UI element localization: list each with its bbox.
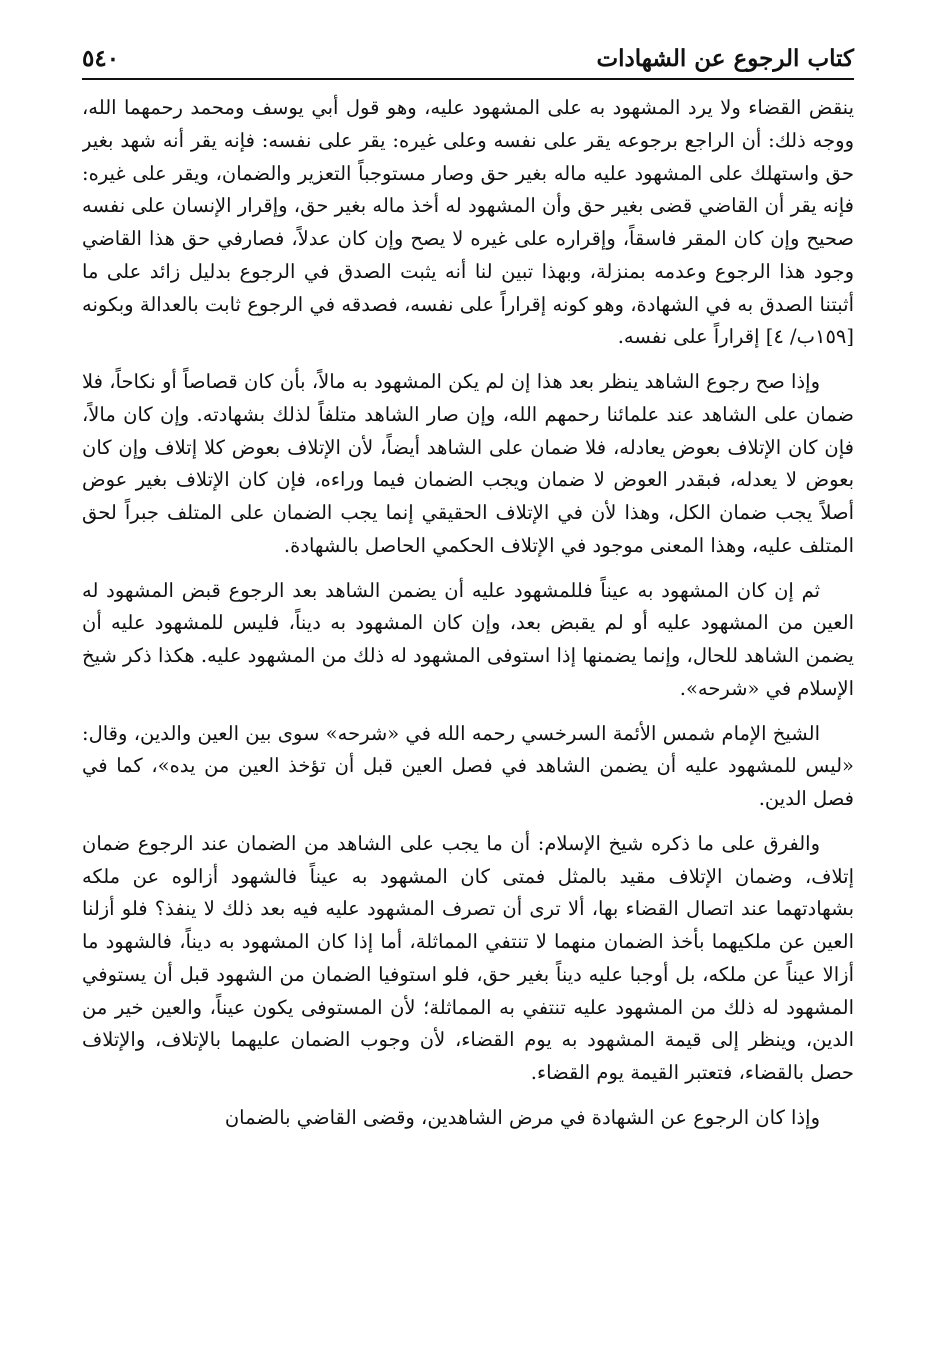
paragraph-2: وإذا صح رجوع الشاهد ينظر بعد هذا إن لم يكن المشهود به مالاً، بأن كان قصاصاً أو نكاحاً، فلا ضمان على الشاهد عند علمائنا رحمهم الله، وإن صار الشاهد متلفاً لذلك بشهادته. وإن كان مالاً، فإن كان الإتلاف بعوض يعادله، فلا ضمان على الشاهد أيضاً، لأن الإتلاف بعوض كلا إتلاف وإن كان بعوض لا يعدله، فبقدر العوض لا ضمان ويجب الضمان فيما وراءه، فإن كان الإتلاف بغير عوض أصلاً يجب ضمان الكل، وهذا لأن في الإتلاف الحقيقي إنما يجب الضمان على المتلف جبراً لحق المتلف عليه، وهذا المعنى موجود في الإتلاف الحكمي الحاصل بالشهادة. (82, 370, 854, 557)
paragraph-4: الشيخ الإمام شمس الأئمة السرخسي رحمه الله في «شرحه» سوى بين العين والدين، وقال: «ليس للمشهود عليه أن يضمن الشاهد في فصل العين قبل أن تؤخذ العين من يده»، كما في فصل الدين. (82, 721, 854, 810)
body-text (82, 92, 854, 1345)
paragraph-3: ثم إن كان المشهود به عيناً فللمشهود عليه أن يضمن الشاهد بعد الرجوع قبض المشهود له العين من المشهود عليه أو لم يقبض بعد، وإن كان المشهود به ديناً، فليس للمشهود عليه أن يضمن الشاهد للحال، وإنما يضمنها إذا استوفى المشهود له ذلك من المشهود عليه. هكذا ذكر شيخ الإسلام في «شرحه». (82, 578, 854, 700)
page-header (82, 28, 854, 80)
paragraph-6: وإذا كان الرجوع عن الشهادة في مرض الشاهدين، وقضى القاضي بالضمان (224, 1105, 820, 1129)
paragraph-5: والفرق على ما ذكره شيخ الإسلام: أن ما يجب على الشاهد من الضمان عند الرجوع ضمان إتلاف، وضمان الإتلاف مقيد بالمثل فمتى كان المشهود به عيناً فالشهود أزالوه عن ملكه بشهادتهما عند اتصال القضاء بها، ألا ترى أن تصرف المشهود عليه فيه بعد ذلك لا ينفذ؟ فلو أزلنا العين عن ملكيهما بأخذ الضمان منهما لا تنتفي المماثلة، أما إذا كان المشهود به ديناً، فالشهود ما أزالا عيناً عن ملكه، بل أوجبا عليه ديناً بغير حق، فلو استوفيا الضمان من الشهود قبل أن يستوفي المشهود له ذلك من المشهود عليه تنتفي به المماثلة؛ لأن المستوفى يكون عيناً، والعين خير من الدين، وينظر إلى قيمة المشهود به يوم القضاء، لأن وجوب الضمان عليهما بالإتلاف، والإتلاف حصل بالقضاء، فتعتبر القيمة يوم القضاء. (82, 831, 854, 1084)
running-title: كتاب الرجوع عن الشهادات (596, 45, 854, 72)
page-number: ٥٤٠ (82, 45, 120, 72)
paragraph-1: ينقض القضاء ولا يرد المشهود به على المشهود عليه، وهو قول أبي يوسف ومحمد رحمهما الله، ووجه ذلك: أن الراجع برجوعه يقر على نفسه وعلى غيره: يقر على نفسه: فإنه يقر أنه شهد بغير حق واستهلك على المشهود عليه ماله بغير حق وصار مستوجباً التعزير والضمان، ويقر على غيره: فإنه يقر أن القاضي قضى بغير حق وأن المشهود له أخذ ماله بغير حق، وإقرار الإنسان على نفسه صحيح وإن كان المقر فاسقاً، وإقراره على غيره لا يصح وإن كان عدلاً، فصارفي حق هذا القاضي وجود هذا الرجوع وعدمه بمنزلة، وبهذا تبين لنا أنه يثبت الصدق في الرجوع بدليل زائد على ما أثبتنا الصدق به في الشهادة، وهو كونه إقراراً على نفسه، فصدقه في الرجوع ثابت بالعدالة وبكونه [١٥٩ب/ ٤] إقراراً على نفسه. (82, 96, 854, 349)
